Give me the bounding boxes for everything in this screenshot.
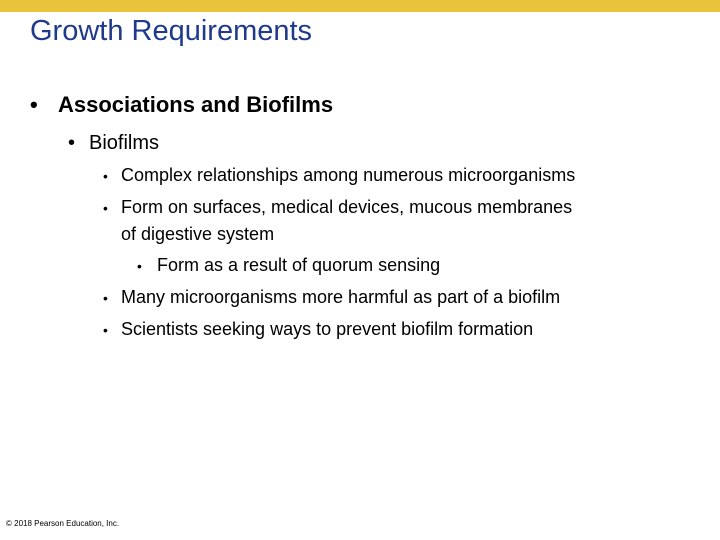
bullet-text: Associations and Biofilms	[58, 92, 334, 117]
bullet-dot-icon: •	[103, 168, 108, 184]
bullet-dot-icon: •	[30, 92, 38, 117]
bullet-prevent-biofilm	[103, 317, 533, 342]
bullet-associations-and-biofilms	[30, 90, 333, 120]
bullet-text: Many microorganisms more harmful as part of a biofilm	[121, 287, 561, 307]
bullet-form-on-surfaces-continuation: of digestive system	[121, 224, 275, 244]
bullet-complex-relationships	[103, 163, 575, 188]
bullet-dot-icon: •	[103, 322, 108, 338]
bullet-dot-icon: •	[103, 290, 108, 306]
bullet-dot-icon: •	[103, 200, 108, 216]
bullet-form-on-surfaces	[103, 195, 572, 220]
bullet-text: Complex relationships among numerous microorganisms	[121, 165, 576, 185]
bullet-dot-icon: •	[137, 258, 142, 274]
copyright-footer: © 2018 Pearson Education, Inc.	[6, 519, 120, 528]
bullet-text: Form as a result of quorum sensing	[157, 255, 441, 275]
bullet-more-harmful	[103, 285, 560, 310]
bullet-text: Biofilms	[89, 132, 160, 154]
top-accent-bar	[0, 0, 720, 12]
bullet-text: Form on surfaces, medical devices, mucous membranes	[121, 197, 573, 217]
bullet-biofilms	[68, 129, 159, 157]
bullet-text: Scientists seeking ways to prevent biofilm formation	[121, 319, 534, 339]
bullet-dot-icon: •	[68, 132, 76, 154]
slide-title: Growth Requirements	[30, 15, 313, 47]
bullet-quorum-sensing	[137, 253, 440, 278]
